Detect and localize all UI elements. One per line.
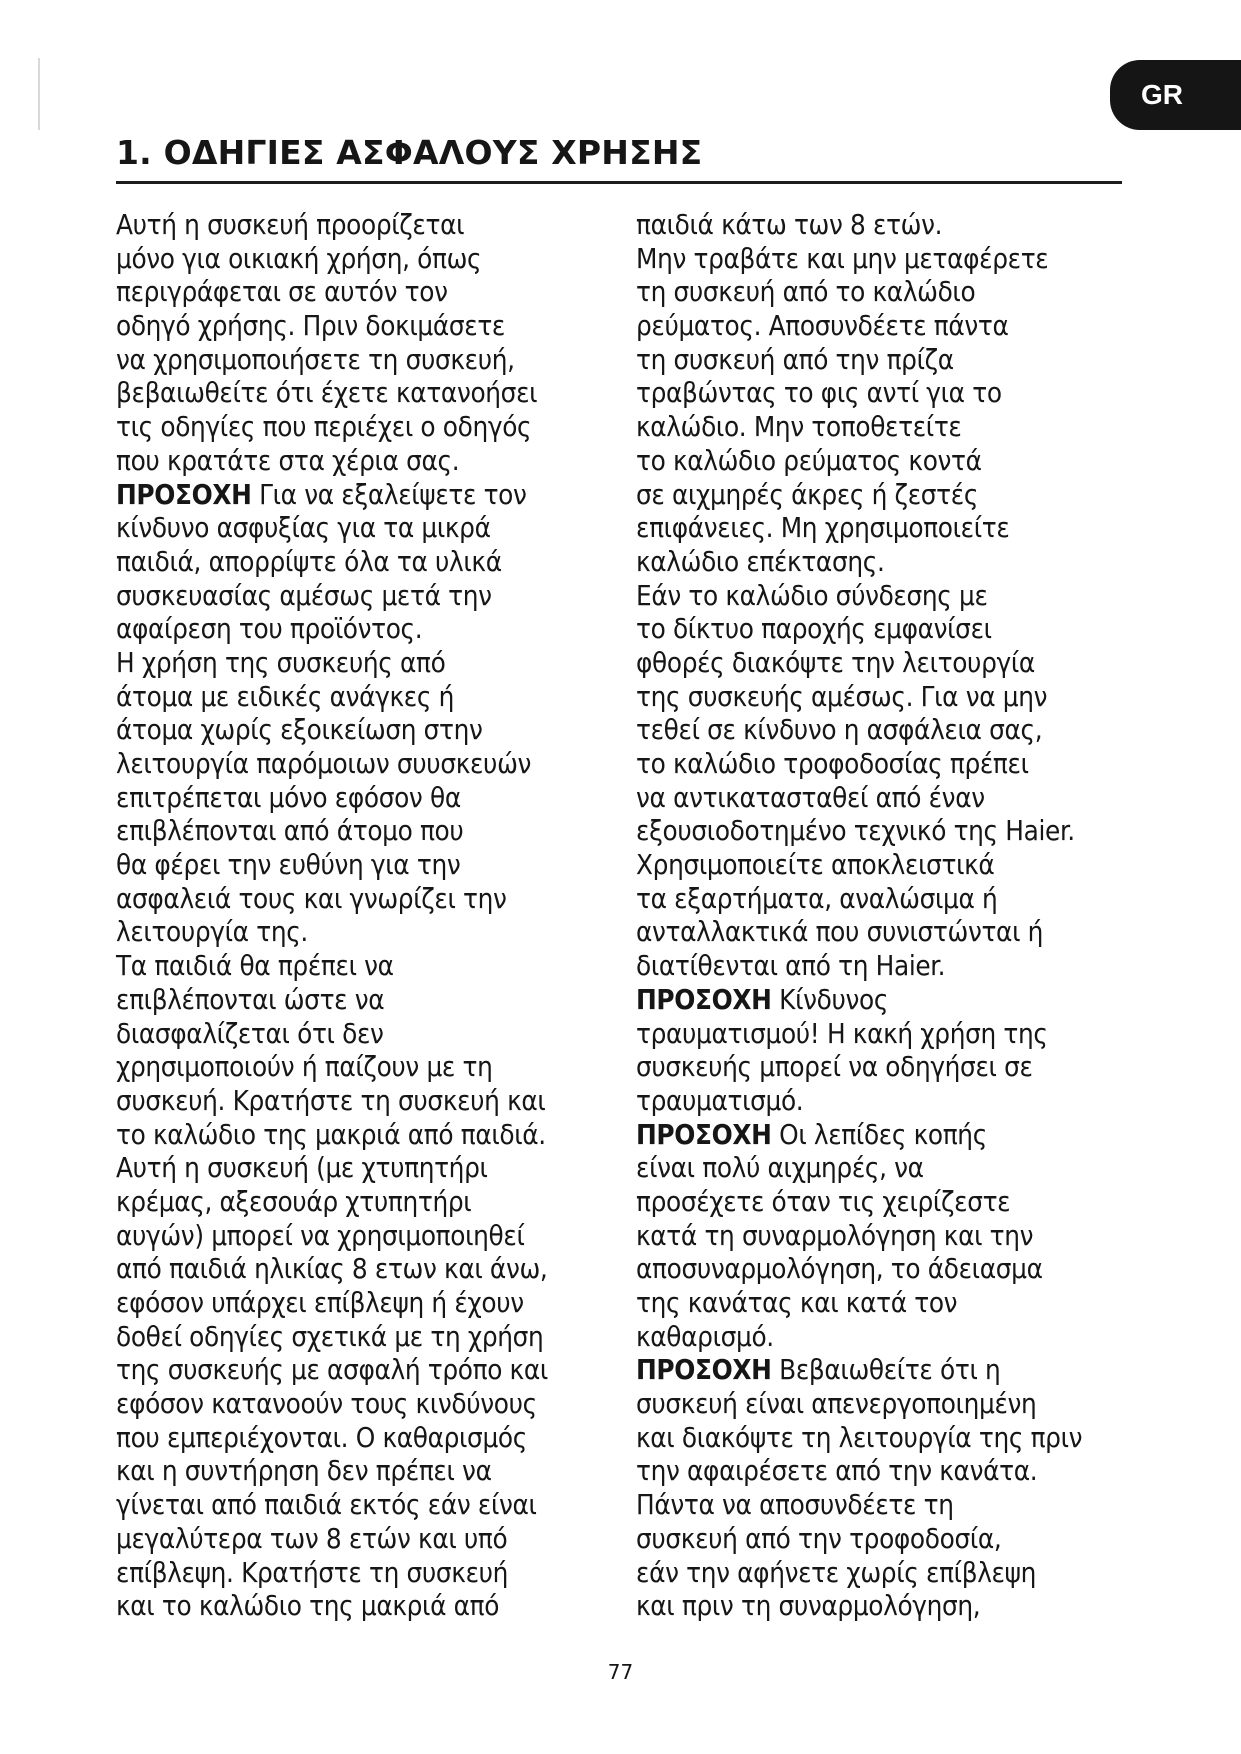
line-text: λειτουργία παρόμοιων συυσκευών <box>116 747 532 780</box>
warning-label: ΠΡΟΣΟΧΗ <box>116 477 252 511</box>
line-text: Χρησιμοποιείτε αποκλειστικά <box>636 848 995 882</box>
text-line <box>116 1522 616 1556</box>
line-text: διασφαλίζεται ότι δεν <box>116 1016 384 1050</box>
line-text: μεγαλύτερα των 8 ετών και υπό <box>116 1521 508 1555</box>
text-line <box>116 848 616 882</box>
line-text: συσκευή. Κρατήστε τη συσκευή και <box>116 1083 546 1117</box>
right-column <box>636 208 1136 1623</box>
text-line <box>636 1151 1136 1185</box>
line-text: Εάν το καλώδιο σύνδεσης με <box>636 578 988 612</box>
text-line <box>636 747 1136 781</box>
text-line <box>636 511 1136 545</box>
line-text: εάν την αφήνετε χωρίς επίβλεψη <box>636 1555 1037 1589</box>
line-text: ανταλλακτικά που συνιστώνται ή <box>636 915 1044 949</box>
line-text: Αυτή η συσκευή προορίζεται <box>116 208 465 241</box>
line-text: από παιδιά ηλικίας 8 ετων και άνω, <box>116 1252 548 1286</box>
text-line <box>636 1353 1136 1387</box>
line-text: Αυτή η συσκευή (με χτυπητήρι <box>116 1151 488 1185</box>
text-line <box>116 444 616 478</box>
line-text: Βεβαιωθείτε ότι η <box>771 1353 1001 1387</box>
line-text: τα εξαρτήματα, αναλώσιμα ή <box>636 881 998 915</box>
text-line <box>636 1219 1136 1253</box>
line-text: τη συσκευή από την πρίζα <box>636 342 954 376</box>
line-text: να χρησιμοποιήσετε τη συσκευή, <box>116 342 515 376</box>
text-line <box>636 1084 1136 1118</box>
text-line <box>116 309 616 343</box>
line-text: βεβαιωθείτε ότι έχετε κατανοήσει <box>116 376 538 410</box>
line-text: καλώδιο. Μην τοποθετείτε <box>636 410 962 444</box>
line-text: και η συντήρηση δεν πρέπει να <box>116 1454 492 1488</box>
line-text: τις οδηγίες που περιέχει ο οδηγός <box>116 410 532 444</box>
line-text: επιτρέπεται μόνο εφόσον θα <box>116 780 461 814</box>
text-line <box>636 1017 1136 1051</box>
text-line <box>636 444 1136 478</box>
left-column <box>116 208 616 1623</box>
text-line <box>636 713 1136 747</box>
line-text: καθαρισμό. <box>636 1319 774 1353</box>
line-text: αφαίρεση του προϊόντος. <box>116 612 423 646</box>
line-text: καλώδιο επέκτασης. <box>636 544 885 578</box>
line-text: συσκευής μπορεί να οδηγήσει σε <box>636 1050 1033 1084</box>
line-text: είναι πολύ αιχμηρές, να <box>636 1151 924 1185</box>
text-line <box>116 1252 616 1286</box>
line-text: θα φέρει την ευθύνη για την <box>116 848 461 882</box>
text-line <box>116 612 616 646</box>
line-text: και το καλώδιο της μακριά από <box>116 1589 500 1623</box>
line-text: επιφάνειες. Μη χρησιμοποιείτε <box>636 511 1010 545</box>
text-line <box>636 309 1136 343</box>
line-text: τραυματισμό. <box>636 1083 804 1117</box>
text-line <box>636 1118 1136 1152</box>
line-text: εφόσον υπάρχει επίβλεψη ή έχουν <box>116 1286 524 1319</box>
page-number: 77 <box>607 1660 634 1684</box>
text-line <box>116 1151 616 1185</box>
text-line <box>116 1320 616 1354</box>
line-text: συσκευασίας αμέσως μετά την <box>116 578 492 612</box>
line-text: επιβλέπονται ώστε να <box>116 982 385 1016</box>
text-line <box>636 545 1136 579</box>
line-text: αποσυναρμολόγηση, το άδειασμα <box>636 1252 1043 1286</box>
warning-label: ΠΡΟΣΟΧΗ <box>636 982 772 1016</box>
line-text: οδηγό χρήσης. Πριν δοκιμάσετε <box>116 309 506 343</box>
text-line <box>116 478 616 512</box>
text-line <box>116 983 616 1017</box>
text-line <box>636 242 1136 276</box>
line-text: ασφαλειά τους και γνωρίζει την <box>116 881 507 915</box>
warning-label: ΠΡΟΣΟΧΗ <box>636 1353 772 1387</box>
text-line <box>636 343 1136 377</box>
text-line <box>116 680 616 714</box>
text-line <box>636 1488 1136 1522</box>
line-text: μόνο για οικιακή χρήση, όπως <box>116 241 482 275</box>
line-text: προσέχετε όταν τις χειρίζεστε <box>636 1184 1011 1218</box>
text-line <box>116 343 616 377</box>
text-line <box>636 915 1136 949</box>
text-line <box>636 814 1136 848</box>
line-text: Οι λεπίδες κοπής <box>771 1117 987 1151</box>
text-line <box>116 949 616 983</box>
line-text: επίβλεψη. Κρατήστε τη συσκευή <box>116 1555 509 1589</box>
line-text: το καλώδιο τροφοδοσίας πρέπει <box>636 747 1029 780</box>
text-line <box>636 478 1136 512</box>
title-divider <box>116 181 1122 184</box>
text-line <box>116 1084 616 1118</box>
text-line <box>636 376 1136 410</box>
text-line <box>636 1522 1136 1556</box>
line-text: περιγράφεται σε αυτόν τον <box>116 275 448 309</box>
line-text: το καλώδιο ρεύματος κοντά <box>636 443 982 477</box>
text-line <box>116 814 616 848</box>
line-text: κρέμας, αξεσουάρ χτυπητήρι <box>116 1184 472 1218</box>
line-text: της συσκευής με ασφαλή τρόπο και <box>116 1353 548 1387</box>
line-text: σε αιχμηρές άκρες ή ζεστές <box>636 477 979 511</box>
text-line <box>636 848 1136 882</box>
text-line <box>636 1050 1136 1084</box>
line-text: κατά τη συναρμολόγηση και την <box>636 1218 1034 1252</box>
text-line <box>636 781 1136 815</box>
line-text: διατίθενται από τη Haier. <box>636 949 946 983</box>
line-text: και πριν τη συναρμολόγηση, <box>636 1589 981 1623</box>
text-line <box>116 1118 616 1152</box>
line-text: Για να εξαλείψετε τον <box>251 477 527 511</box>
text-line <box>636 275 1136 309</box>
text-line <box>116 882 616 916</box>
text-line <box>116 1017 616 1051</box>
line-text: τραβώντας το φις αντί για το <box>636 376 1002 410</box>
text-line <box>636 1252 1136 1286</box>
line-text: λειτουργία της. <box>116 915 308 949</box>
line-text: Κίνδυνος <box>771 982 889 1016</box>
line-text: Τα παιδιά θα πρέπει να <box>116 949 394 983</box>
text-line <box>636 1556 1136 1590</box>
text-line <box>636 579 1136 613</box>
warning-label: ΠΡΟΣΟΧΗ <box>636 1117 772 1151</box>
text-line <box>116 915 616 949</box>
line-text: τεθεί σε κίνδυνο η ασφάλεια σας, <box>636 713 1043 747</box>
text-line <box>636 1454 1136 1488</box>
line-text: εξουσιοδοτημένο τεχνικό της Haier. <box>636 814 1075 848</box>
line-text: Η χρήση της συσκευής από <box>116 645 446 679</box>
line-text: άτομα χωρίς εξοικείωση στην <box>116 713 483 747</box>
line-text: τραυματισμού! Η κακή χρήση της <box>636 1016 1048 1050</box>
text-line <box>116 1589 616 1623</box>
text-line <box>116 511 616 545</box>
text-line <box>636 1387 1136 1421</box>
text-line <box>636 1286 1136 1320</box>
line-text: συσκευή είναι απενεργοποιημένη <box>636 1387 1037 1421</box>
text-line <box>636 949 1136 983</box>
text-line <box>636 208 1136 242</box>
text-line <box>636 1320 1136 1354</box>
language-tab: GR <box>1110 60 1241 130</box>
line-text: εφόσον κατανοούν τους κινδύνους <box>116 1387 537 1421</box>
line-text: να αντικατασταθεί από έναν <box>636 780 985 814</box>
line-text: επιβλέπονται από άτομο που <box>116 814 464 848</box>
text-line <box>116 1050 616 1084</box>
text-line <box>116 1353 616 1387</box>
text-line <box>636 410 1136 444</box>
text-line <box>636 983 1136 1017</box>
text-line <box>116 747 616 781</box>
text-line <box>636 1185 1136 1219</box>
text-line <box>636 680 1136 714</box>
text-line <box>636 1589 1136 1623</box>
text-line <box>116 1387 616 1421</box>
text-line <box>116 646 616 680</box>
line-text: που εμπεριέχονται. Ο καθαρισμός <box>116 1420 527 1454</box>
line-text: παιδιά κάτω των 8 ετών. <box>636 208 943 241</box>
line-text: φθορές διακόψτε την λειτουργία <box>636 645 1035 679</box>
text-line <box>116 579 616 613</box>
text-line <box>116 781 616 815</box>
text-line <box>116 545 616 579</box>
text-line <box>116 275 616 309</box>
line-text: που κρατάτε στα χέρια σας. <box>116 443 460 477</box>
text-line <box>116 1185 616 1219</box>
text-line <box>116 1286 616 1320</box>
text-line <box>636 1421 1136 1455</box>
text-line <box>116 410 616 444</box>
text-line <box>116 1421 616 1455</box>
text-line <box>116 1556 616 1590</box>
line-text: Μην τραβάτε και μην μεταφέρετε <box>636 241 1049 275</box>
line-text: της κανάτας και κατά τον <box>636 1286 958 1319</box>
line-text: αυγών) μπορεί να χρησιμοποιηθεί <box>116 1218 525 1252</box>
text-line <box>116 376 616 410</box>
text-line <box>116 1488 616 1522</box>
text-line <box>636 612 1136 646</box>
text-line <box>116 713 616 747</box>
section-title: 1. ΟΔΗΓΙΕΣ ΑΣΦΑΛΟΥΣ ΧΡΗΣΗΣ <box>116 133 703 172</box>
line-text: παιδιά, απορρίψτε όλα τα υλικά <box>116 544 502 578</box>
line-text: της συσκευής αμέσως. Για να μην <box>636 679 1048 713</box>
line-text: ρεύματος. Αποσυνδέετε πάντα <box>636 309 1009 343</box>
line-text: δοθεί οδηγίες σχετικά με τη χρήση <box>116 1319 544 1353</box>
text-line <box>116 208 616 242</box>
text-line <box>116 1454 616 1488</box>
line-text: συσκευή από την τροφοδοσία, <box>636 1521 1002 1555</box>
line-text: και διακόψτε τη λειτουργία της πριν <box>636 1420 1083 1454</box>
line-text: γίνεται από παιδιά εκτός εάν είναι <box>116 1488 537 1522</box>
margin-mark <box>38 58 40 130</box>
text-line <box>636 882 1136 916</box>
line-text: το δίκτυο παροχής εμφανίσει <box>636 612 992 646</box>
line-text: Πάντα να αποσυνδέετε τη <box>636 1488 954 1522</box>
text-line <box>116 242 616 276</box>
line-text: τη συσκευή από το καλώδιο <box>636 275 976 309</box>
line-text: την αφαιρέσετε από την κανάτα. <box>636 1454 1038 1488</box>
line-text: άτομα με ειδικές ανάγκες ή <box>116 679 454 713</box>
line-text: κίνδυνο ασφυξίας για τα μικρά <box>116 511 491 545</box>
text-line <box>116 1219 616 1253</box>
text-line <box>636 646 1136 680</box>
line-text: το καλώδιο της μακριά από παιδιά. <box>116 1117 546 1151</box>
line-text: χρησιμοποιούν ή παίζουν με τη <box>116 1050 493 1084</box>
